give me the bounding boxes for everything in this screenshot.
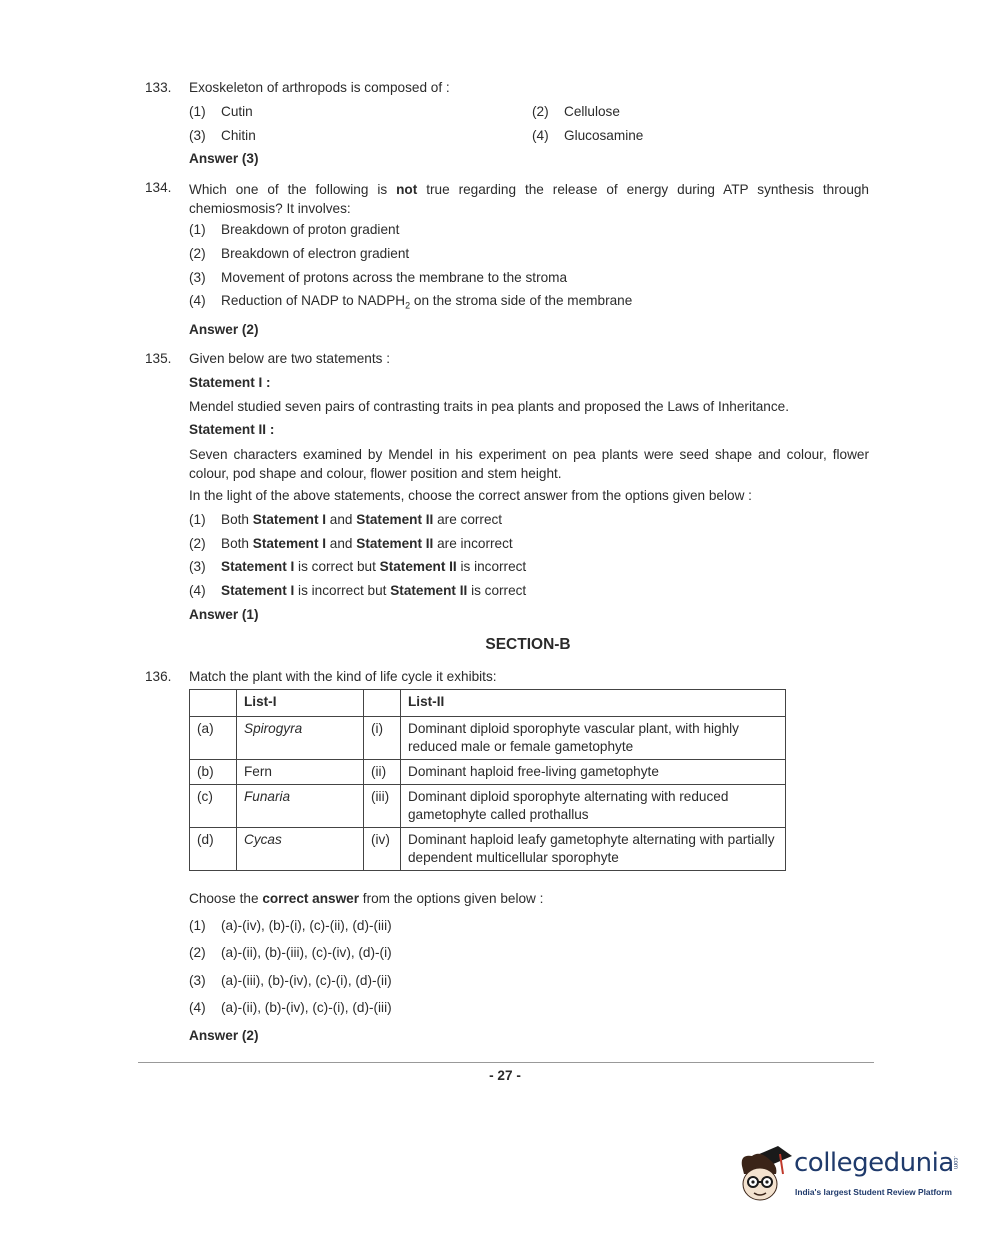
- option-text-bold: Statement II: [356, 536, 434, 551]
- table-cell: (d): [190, 828, 237, 871]
- section-title: SECTION-B: [485, 636, 571, 653]
- option-number: (1): [189, 512, 206, 527]
- instruction-emphasis: correct answer: [262, 891, 360, 906]
- option: [189, 973, 392, 988]
- table-cell: Funaria: [237, 785, 364, 828]
- instruction: In the light of the above statements, choose the correct answer from the options given below :: [189, 488, 752, 503]
- option-number: (4): [189, 1000, 206, 1015]
- option-text: Both: [221, 536, 253, 551]
- table-cell: (a): [190, 717, 237, 760]
- mascot-icon: [736, 1140, 794, 1210]
- option-text: Both: [221, 512, 253, 527]
- table-header-cell: [364, 690, 401, 717]
- option-text: are incorrect: [433, 536, 513, 551]
- footer-divider: [138, 1062, 874, 1063]
- table-cell: (ii): [364, 760, 401, 785]
- option-text: Cutin: [221, 104, 253, 119]
- instruction-text: from the options given below :: [359, 891, 544, 906]
- option: [189, 583, 526, 598]
- option-text: on the stroma side of the membrane: [410, 293, 633, 308]
- table-cell: (iii): [364, 785, 401, 828]
- option-text: (a)-(ii), (b)-(iii), (c)-(iv), (d)-(i): [221, 945, 392, 960]
- table-cell: (iv): [364, 828, 401, 871]
- option-text: Reduction of NADP to NADPH: [221, 293, 406, 308]
- option-text: and: [326, 536, 357, 551]
- option-number: (3): [189, 128, 206, 143]
- option-text-bold: Statement II: [390, 583, 468, 598]
- option-number: (2): [532, 104, 549, 119]
- logo-domain: .com: [952, 1156, 958, 1170]
- option: [189, 512, 502, 527]
- option-text-bold: Statement I: [221, 559, 295, 574]
- option: [189, 945, 392, 960]
- option-text: is incorrect but: [294, 583, 391, 598]
- option: [189, 222, 399, 237]
- option: [189, 246, 409, 261]
- statement-label: Statement I :: [189, 375, 271, 390]
- answer: Answer (1): [189, 607, 259, 622]
- answer: Answer (2): [189, 322, 259, 337]
- question-number: 135.: [145, 351, 172, 366]
- option-text: and: [326, 512, 357, 527]
- instruction-text: Choose the: [189, 891, 263, 906]
- table-cell: Cycas: [237, 828, 364, 871]
- option-text: is incorrect: [456, 559, 527, 574]
- statement-label: Statement II :: [189, 422, 275, 437]
- option: [189, 536, 513, 551]
- option-number: (2): [189, 945, 206, 960]
- question-stem: Exoskeleton of arthropods is composed of :: [189, 80, 450, 95]
- option-text: is correct: [467, 583, 527, 598]
- instruction: [189, 891, 543, 906]
- question-stem: Given below are two statements :: [189, 351, 390, 366]
- logo-tagline: India's largest Student Review Platform: [795, 1187, 952, 1197]
- option: [532, 128, 643, 143]
- option-text-bold: Statement I: [221, 583, 295, 598]
- option-number: (4): [532, 128, 549, 143]
- option-text-bold: Statement I: [252, 512, 327, 527]
- option-text: Chitin: [221, 128, 256, 143]
- option-text: Breakdown of proton gradient: [221, 222, 400, 237]
- table-header-cell: List-I: [237, 690, 364, 717]
- collegedunia-logo: [736, 1140, 960, 1210]
- option: [189, 918, 392, 933]
- option-number: (3): [189, 559, 206, 574]
- answer: Answer (2): [189, 1028, 259, 1043]
- table-row: [190, 717, 786, 760]
- subscript: 2: [405, 300, 411, 311]
- option-number: (3): [189, 270, 206, 285]
- option-text-bold: Statement II: [356, 512, 434, 527]
- option: [189, 128, 256, 143]
- table-row: [190, 760, 786, 785]
- option-number: (2): [189, 246, 206, 261]
- option-number: (2): [189, 536, 206, 551]
- stem-emphasis: not: [396, 182, 418, 197]
- option-text-bold: Statement I: [252, 536, 327, 551]
- option-number: (1): [189, 104, 206, 119]
- logo-wordmark: collegedunia: [794, 1148, 954, 1178]
- option: [189, 270, 567, 285]
- option-text: is correct but: [294, 559, 380, 574]
- option-text: Glucosamine: [564, 128, 644, 143]
- answer: Answer (3): [189, 151, 259, 166]
- option-number: (4): [189, 293, 206, 308]
- table-header-cell: List-II: [401, 690, 786, 717]
- statement-text: Mendel studied seven pairs of contrasting traits in pea plants and proposed the Laws of Inheritance.: [189, 399, 790, 414]
- option-text-bold: Statement II: [379, 559, 457, 574]
- option-text: Movement of protons across the membrane to the stroma: [221, 270, 568, 285]
- table-header-row: [190, 690, 786, 717]
- table-cell: Dominant diploid sporophyte vascular plant, with highly reduced male or female gametophyte: [401, 717, 786, 760]
- option: [189, 293, 632, 311]
- option: [532, 104, 620, 119]
- question-stem: [189, 180, 869, 218]
- question-number: 133.: [145, 80, 172, 95]
- option-text: (a)-(ii), (b)-(iv), (c)-(i), (d)-(iii): [221, 1000, 392, 1015]
- option: [189, 1000, 392, 1015]
- table-cell: Spirogyra: [237, 717, 364, 760]
- option-text: Breakdown of electron gradient: [221, 246, 410, 261]
- question-number: 134.: [145, 180, 172, 195]
- stem-text: true regarding the release of energy during ATP synthesis through chemiosmosis? It involves:: [189, 182, 869, 216]
- option: [189, 559, 526, 574]
- option-text: are correct: [433, 512, 503, 527]
- table-cell: (c): [190, 785, 237, 828]
- question-stem: Match the plant with the kind of life cycle it exhibits:: [189, 669, 497, 684]
- option-text: (a)-(iv), (b)-(i), (c)-(ii), (d)-(iii): [221, 918, 392, 933]
- table-cell: Fern: [237, 760, 364, 785]
- match-table: [189, 689, 786, 871]
- option-number: (1): [189, 918, 206, 933]
- option-number: (1): [189, 222, 206, 237]
- option: [189, 104, 253, 119]
- option-number: (3): [189, 973, 206, 988]
- stem-text: Which one of the following is: [189, 182, 397, 197]
- table-header-cell: [190, 690, 237, 717]
- option-text: Cellulose: [564, 104, 620, 119]
- option-text: (a)-(iii), (b)-(iv), (c)-(i), (d)-(ii): [221, 973, 392, 988]
- option-number: (4): [189, 583, 206, 598]
- table-row: [190, 785, 786, 828]
- table-cell: Dominant haploid free-living gametophyte: [401, 760, 786, 785]
- question-number: 136.: [145, 669, 172, 684]
- table-cell: (b): [190, 760, 237, 785]
- table-cell: Dominant diploid sporophyte alternating with reduced gametophyte called prothallus: [401, 785, 786, 828]
- statement-text: Seven characters examined by Mendel in his experiment on pea plants were seed shape and colour, flower colour, pod shape and colour, flower position and stem height.: [189, 447, 869, 481]
- table-cell: Dominant haploid leafy gametophyte alternating with partially dependent multicellular sporophyte: [401, 828, 786, 871]
- page-number: - 27 -: [489, 1068, 521, 1083]
- table-cell: (i): [364, 717, 401, 760]
- table-row: [190, 828, 786, 871]
